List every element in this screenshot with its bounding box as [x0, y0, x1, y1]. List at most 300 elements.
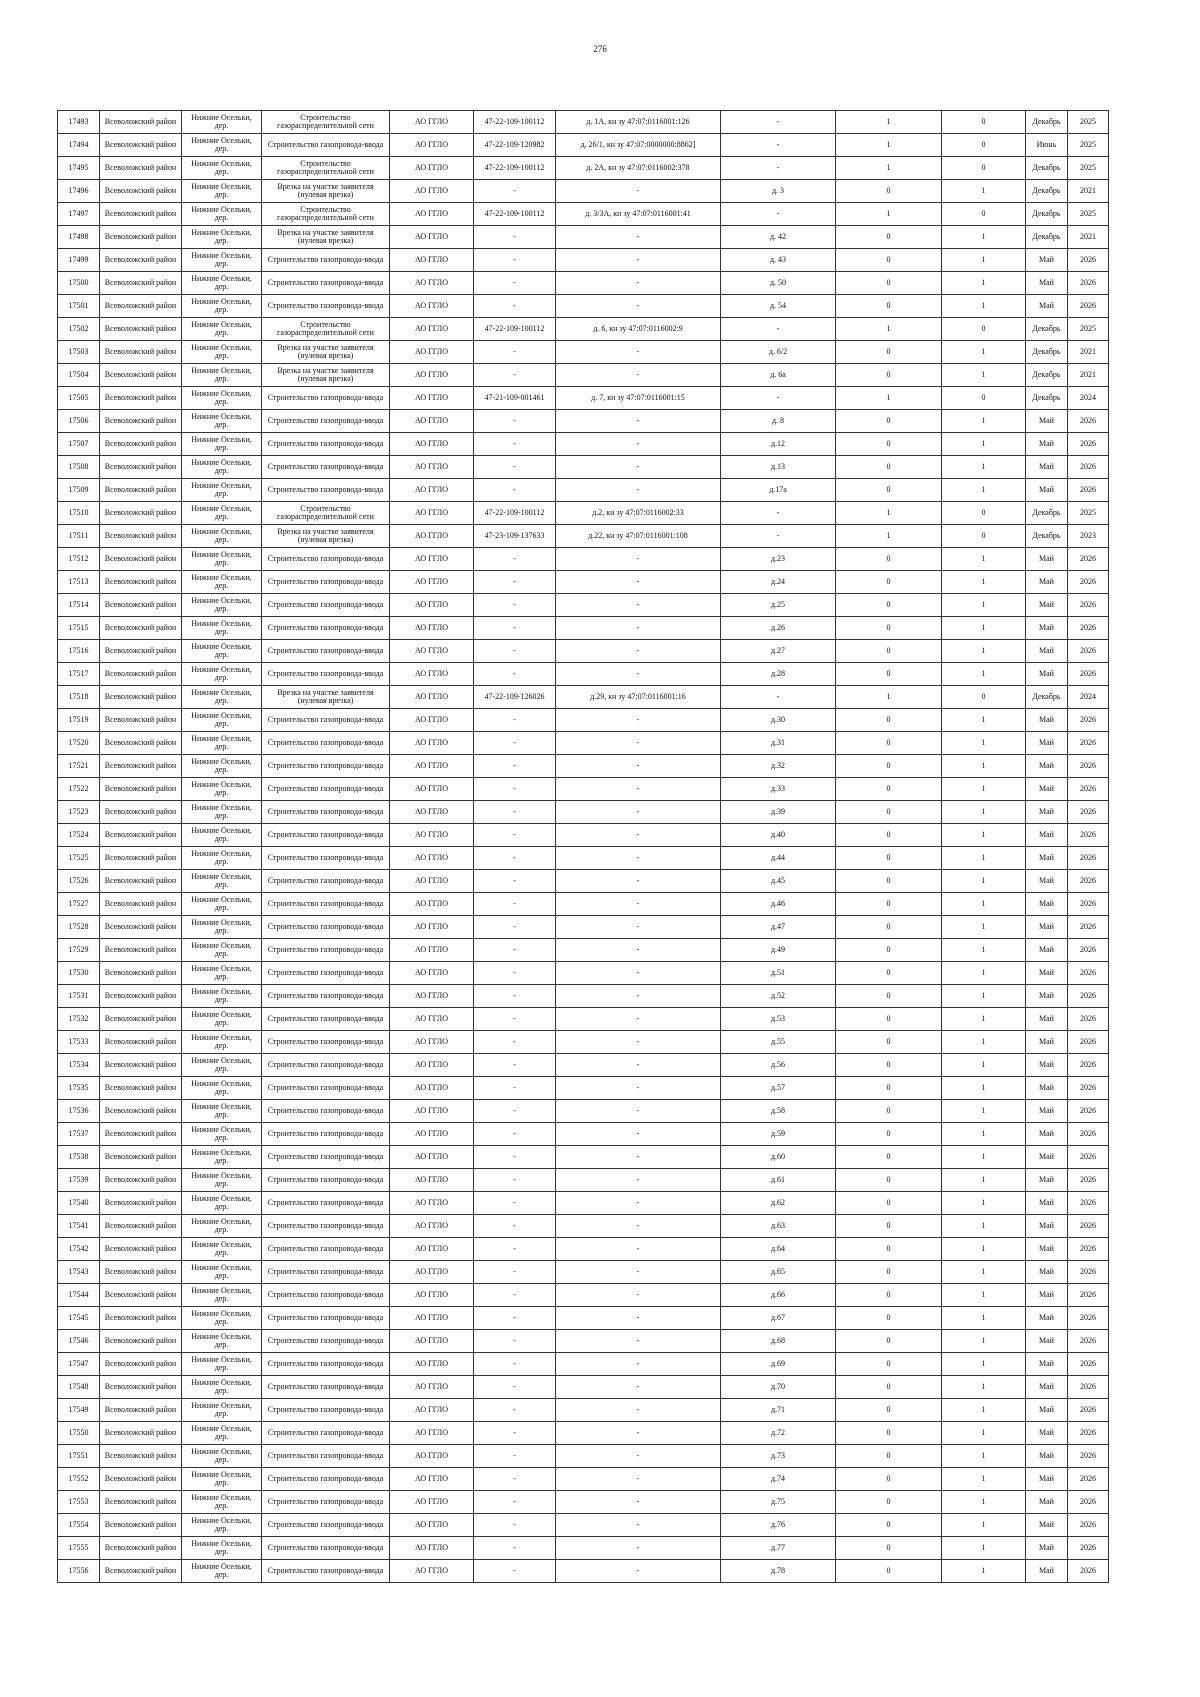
organization-cell: АО ГГЛО — [390, 1123, 474, 1146]
count-b-cell: 0 — [942, 318, 1026, 341]
application-code-cell: - — [474, 1008, 556, 1031]
row-number-cell: 17495 — [58, 157, 100, 180]
year-cell: 2026 — [1068, 1169, 1109, 1192]
locality-cell: Нижние Осельки, дер. — [182, 364, 262, 387]
application-code-cell: 47-22-109-100112 — [474, 318, 556, 341]
row-number-cell: 17503 — [58, 341, 100, 364]
month-cell: Май — [1026, 548, 1068, 571]
district-cell: Всеволожский район — [100, 778, 182, 801]
year-cell: 2025 — [1068, 111, 1109, 134]
year-cell: 2021 — [1068, 341, 1109, 364]
organization-cell: АО ГГЛО — [390, 387, 474, 410]
count-a-cell: 0 — [836, 893, 942, 916]
year-cell: 2021 — [1068, 226, 1109, 249]
district-cell: Всеволожский район — [100, 1422, 182, 1445]
application-code-cell: - — [474, 847, 556, 870]
year-cell: 2026 — [1068, 1422, 1109, 1445]
work-type-cell: Строительство газопровода-ввода — [262, 1215, 390, 1238]
count-a-cell: 0 — [836, 1192, 942, 1215]
table-row — [58, 134, 1109, 157]
count-a-cell: 0 — [836, 1031, 942, 1054]
row-number-cell: 17553 — [58, 1491, 100, 1514]
count-b-cell: 1 — [942, 249, 1026, 272]
cadastral-cell: д. 2А, кн зу 47:07:0116002:378 — [556, 157, 721, 180]
work-type-cell: Строительство газораспределительной сети — [262, 157, 390, 180]
count-b-cell: 0 — [942, 203, 1026, 226]
cadastral-cell: - — [556, 732, 721, 755]
row-number-cell: 17530 — [58, 962, 100, 985]
month-cell: Декабрь — [1026, 364, 1068, 387]
month-cell: Май — [1026, 1054, 1068, 1077]
cadastral-cell: д. 6, кн зу 47:07:0116002:9 — [556, 318, 721, 341]
month-cell: Май — [1026, 295, 1068, 318]
count-b-cell: 1 — [942, 456, 1026, 479]
organization-cell: АО ГГЛО — [390, 318, 474, 341]
cadastral-cell: - — [556, 364, 721, 387]
locality-cell: Нижние Осельки, дер. — [182, 1261, 262, 1284]
organization-cell: АО ГГЛО — [390, 1376, 474, 1399]
application-code-cell: - — [474, 272, 556, 295]
locality-cell: Нижние Осельки, дер. — [182, 1445, 262, 1468]
district-cell: Всеволожский район — [100, 893, 182, 916]
row-number-cell: 17540 — [58, 1192, 100, 1215]
month-cell: Май — [1026, 1008, 1068, 1031]
year-cell: 2026 — [1068, 1261, 1109, 1284]
house-cell: д.67 — [721, 1307, 836, 1330]
cadastral-cell: - — [556, 1008, 721, 1031]
organization-cell: АО ГГЛО — [390, 1238, 474, 1261]
table-row — [58, 732, 1109, 755]
cadastral-cell: - — [556, 755, 721, 778]
work-type-cell: Строительство газораспределительной сети — [262, 502, 390, 525]
count-a-cell: 0 — [836, 341, 942, 364]
count-a-cell: 0 — [836, 1238, 942, 1261]
house-cell: д.55 — [721, 1031, 836, 1054]
district-cell: Всеволожский район — [100, 1008, 182, 1031]
district-cell: Всеволожский район — [100, 410, 182, 433]
organization-cell: АО ГГЛО — [390, 249, 474, 272]
application-code-cell: - — [474, 1031, 556, 1054]
cadastral-cell: - — [556, 663, 721, 686]
district-cell: Всеволожский район — [100, 433, 182, 456]
count-a-cell: 1 — [836, 157, 942, 180]
row-number-cell: 17534 — [58, 1054, 100, 1077]
district-cell: Всеволожский район — [100, 824, 182, 847]
district-cell: Всеволожский район — [100, 640, 182, 663]
count-b-cell: 1 — [942, 1100, 1026, 1123]
cadastral-cell: - — [556, 1031, 721, 1054]
district-cell: Всеволожский район — [100, 1169, 182, 1192]
row-number-cell: 17493 — [58, 111, 100, 134]
count-b-cell: 1 — [942, 1399, 1026, 1422]
row-number-cell: 17496 — [58, 180, 100, 203]
application-code-cell: - — [474, 663, 556, 686]
row-number-cell: 17510 — [58, 502, 100, 525]
month-cell: Май — [1026, 1123, 1068, 1146]
application-code-cell: - — [474, 1169, 556, 1192]
application-code-cell: - — [474, 962, 556, 985]
cadastral-cell: д. 7, кн зу 47:07:0116001:15 — [556, 387, 721, 410]
cadastral-cell: - — [556, 1445, 721, 1468]
cadastral-cell: д.22, кн зу 47:07:0116001:108 — [556, 525, 721, 548]
house-cell: д.73 — [721, 1445, 836, 1468]
month-cell: Декабрь — [1026, 387, 1068, 410]
cadastral-cell: - — [556, 272, 721, 295]
organization-cell: АО ГГЛО — [390, 203, 474, 226]
table-row — [58, 157, 1109, 180]
organization-cell: АО ГГЛО — [390, 985, 474, 1008]
cadastral-cell: - — [556, 1399, 721, 1422]
month-cell: Декабрь — [1026, 203, 1068, 226]
table-row — [58, 1399, 1109, 1422]
locality-cell: Нижние Осельки, дер. — [182, 1468, 262, 1491]
work-type-cell: Строительство газопровода-ввода — [262, 1238, 390, 1261]
count-a-cell: 1 — [836, 318, 942, 341]
cadastral-cell: д.2, кн зу 47:07:0116002:33 — [556, 502, 721, 525]
district-cell: Всеволожский район — [100, 1261, 182, 1284]
application-code-cell: 47-22-109-100112 — [474, 502, 556, 525]
row-number-cell: 17539 — [58, 1169, 100, 1192]
organization-cell: АО ГГЛО — [390, 1537, 474, 1560]
row-number-cell: 17538 — [58, 1146, 100, 1169]
house-cell: д.49 — [721, 939, 836, 962]
table-row — [58, 640, 1109, 663]
organization-cell: АО ГГЛО — [390, 548, 474, 571]
month-cell: Май — [1026, 456, 1068, 479]
house-cell: д. 6а — [721, 364, 836, 387]
locality-cell: Нижние Осельки, дер. — [182, 157, 262, 180]
month-cell: Май — [1026, 640, 1068, 663]
count-b-cell: 1 — [942, 180, 1026, 203]
count-a-cell: 0 — [836, 1376, 942, 1399]
month-cell: Май — [1026, 801, 1068, 824]
work-type-cell: Строительство газопровода-ввода — [262, 709, 390, 732]
cadastral-cell: - — [556, 1146, 721, 1169]
count-b-cell: 1 — [942, 1330, 1026, 1353]
row-number-cell: 17518 — [58, 686, 100, 709]
count-a-cell: 0 — [836, 249, 942, 272]
district-cell: Всеволожский район — [100, 249, 182, 272]
locality-cell: Нижние Осельки, дер. — [182, 686, 262, 709]
table-row — [58, 939, 1109, 962]
row-number-cell: 17535 — [58, 1077, 100, 1100]
count-b-cell: 1 — [942, 824, 1026, 847]
district-cell: Всеволожский район — [100, 387, 182, 410]
cadastral-cell: - — [556, 916, 721, 939]
application-code-cell: - — [474, 1491, 556, 1514]
month-cell: Май — [1026, 732, 1068, 755]
work-type-cell: Строительство газопровода-ввода — [262, 617, 390, 640]
table-row — [58, 1077, 1109, 1100]
count-b-cell: 1 — [942, 433, 1026, 456]
locality-cell: Нижние Осельки, дер. — [182, 1031, 262, 1054]
year-cell: 2026 — [1068, 1054, 1109, 1077]
year-cell: 2026 — [1068, 594, 1109, 617]
house-cell: - — [721, 318, 836, 341]
month-cell: Май — [1026, 962, 1068, 985]
house-cell: д.72 — [721, 1422, 836, 1445]
year-cell: 2026 — [1068, 1031, 1109, 1054]
district-cell: Всеволожский район — [100, 1376, 182, 1399]
count-b-cell: 0 — [942, 525, 1026, 548]
row-number-cell: 17523 — [58, 801, 100, 824]
house-cell: д.57 — [721, 1077, 836, 1100]
count-a-cell: 0 — [836, 1123, 942, 1146]
application-code-cell: - — [474, 1514, 556, 1537]
work-type-cell: Строительство газопровода-ввода — [262, 1054, 390, 1077]
work-type-cell: Строительство газопровода-ввода — [262, 1399, 390, 1422]
organization-cell: АО ГГЛО — [390, 1192, 474, 1215]
table-row — [58, 870, 1109, 893]
year-cell: 2026 — [1068, 985, 1109, 1008]
locality-cell: Нижние Осельки, дер. — [182, 1054, 262, 1077]
table-row — [58, 111, 1109, 134]
count-b-cell: 1 — [942, 801, 1026, 824]
count-a-cell: 0 — [836, 1008, 942, 1031]
table-row — [58, 1008, 1109, 1031]
district-cell: Всеволожский район — [100, 1031, 182, 1054]
year-cell: 2026 — [1068, 1537, 1109, 1560]
house-cell: д.33 — [721, 778, 836, 801]
application-code-cell: - — [474, 778, 556, 801]
table-row — [58, 617, 1109, 640]
district-cell: Всеволожский район — [100, 479, 182, 502]
table-row — [58, 525, 1109, 548]
count-b-cell: 1 — [942, 640, 1026, 663]
cadastral-cell: - — [556, 433, 721, 456]
organization-cell: АО ГГЛО — [390, 1008, 474, 1031]
work-type-cell: Строительство газораспределительной сети — [262, 203, 390, 226]
cadastral-cell: - — [556, 962, 721, 985]
table-row — [58, 203, 1109, 226]
month-cell: Май — [1026, 663, 1068, 686]
month-cell: Май — [1026, 1169, 1068, 1192]
year-cell: 2026 — [1068, 433, 1109, 456]
house-cell: д.70 — [721, 1376, 836, 1399]
count-a-cell: 0 — [836, 801, 942, 824]
locality-cell: Нижние Осельки, дер. — [182, 1146, 262, 1169]
application-code-cell: - — [474, 732, 556, 755]
organization-cell: АО ГГЛО — [390, 1491, 474, 1514]
count-b-cell: 1 — [942, 1537, 1026, 1560]
work-type-cell: Строительство газопровода-ввода — [262, 548, 390, 571]
cadastral-cell: - — [556, 1215, 721, 1238]
table-row — [58, 1238, 1109, 1261]
table-row — [58, 709, 1109, 732]
count-a-cell: 0 — [836, 617, 942, 640]
locality-cell: Нижние Осельки, дер. — [182, 1376, 262, 1399]
cadastral-cell: - — [556, 1169, 721, 1192]
month-cell: Декабрь — [1026, 686, 1068, 709]
cadastral-cell: - — [556, 1422, 721, 1445]
organization-cell: АО ГГЛО — [390, 111, 474, 134]
house-cell: д.58 — [721, 1100, 836, 1123]
district-cell: Всеволожский район — [100, 1100, 182, 1123]
application-code-cell: - — [474, 640, 556, 663]
cadastral-cell: - — [556, 180, 721, 203]
count-a-cell: 0 — [836, 1054, 942, 1077]
cadastral-cell: - — [556, 295, 721, 318]
house-cell: д. 54 — [721, 295, 836, 318]
table-row — [58, 1031, 1109, 1054]
row-number-cell: 17544 — [58, 1284, 100, 1307]
house-cell: д.47 — [721, 916, 836, 939]
locality-cell: Нижние Осельки, дер. — [182, 847, 262, 870]
month-cell: Май — [1026, 1238, 1068, 1261]
locality-cell: Нижние Осельки, дер. — [182, 1238, 262, 1261]
table-row — [58, 1422, 1109, 1445]
house-cell: д.76 — [721, 1514, 836, 1537]
district-cell: Всеволожский район — [100, 502, 182, 525]
house-cell: д.53 — [721, 1008, 836, 1031]
row-number-cell: 17547 — [58, 1353, 100, 1376]
application-code-cell: - — [474, 433, 556, 456]
application-code-cell: 47-22-109-100112 — [474, 157, 556, 180]
count-b-cell: 1 — [942, 1215, 1026, 1238]
count-a-cell: 0 — [836, 847, 942, 870]
house-cell: - — [721, 525, 836, 548]
work-type-cell: Строительство газопровода-ввода — [262, 1330, 390, 1353]
application-code-cell: - — [474, 1468, 556, 1491]
locality-cell: Нижние Осельки, дер. — [182, 226, 262, 249]
work-type-cell: Строительство газопровода-ввода — [262, 1560, 390, 1583]
locality-cell: Нижние Осельки, дер. — [182, 1514, 262, 1537]
month-cell: Декабрь — [1026, 226, 1068, 249]
row-number-cell: 17545 — [58, 1307, 100, 1330]
organization-cell: АО ГГЛО — [390, 1031, 474, 1054]
month-cell: Май — [1026, 709, 1068, 732]
application-code-cell: - — [474, 985, 556, 1008]
district-cell: Всеволожский район — [100, 1399, 182, 1422]
district-cell: Всеволожский район — [100, 548, 182, 571]
count-a-cell: 0 — [836, 1353, 942, 1376]
month-cell: Май — [1026, 1514, 1068, 1537]
row-number-cell: 17532 — [58, 1008, 100, 1031]
row-number-cell: 17555 — [58, 1537, 100, 1560]
table-row — [58, 226, 1109, 249]
locality-cell: Нижние Осельки, дер. — [182, 433, 262, 456]
count-b-cell: 1 — [942, 1031, 1026, 1054]
count-b-cell: 1 — [942, 1307, 1026, 1330]
table-body — [58, 111, 1109, 1583]
cadastral-cell: - — [556, 801, 721, 824]
locality-cell: Нижние Осельки, дер. — [182, 985, 262, 1008]
table-row — [58, 962, 1109, 985]
count-a-cell: 0 — [836, 755, 942, 778]
organization-cell: АО ГГЛО — [390, 479, 474, 502]
row-number-cell: 17533 — [58, 1031, 100, 1054]
count-b-cell: 1 — [942, 479, 1026, 502]
month-cell: Декабрь — [1026, 180, 1068, 203]
table-row — [58, 295, 1109, 318]
work-type-cell: Строительство газопровода-ввода — [262, 134, 390, 157]
house-cell: д.65 — [721, 1261, 836, 1284]
house-cell: д.52 — [721, 985, 836, 1008]
district-cell: Всеволожский район — [100, 1284, 182, 1307]
organization-cell: АО ГГЛО — [390, 870, 474, 893]
application-code-cell: - — [474, 594, 556, 617]
year-cell: 2026 — [1068, 1123, 1109, 1146]
work-type-cell: Строительство газопровода-ввода — [262, 778, 390, 801]
row-number-cell: 17549 — [58, 1399, 100, 1422]
month-cell: Декабрь — [1026, 502, 1068, 525]
count-a-cell: 0 — [836, 709, 942, 732]
count-a-cell: 0 — [836, 1422, 942, 1445]
application-code-cell: 47-22-109-126026 — [474, 686, 556, 709]
application-code-cell: - — [474, 893, 556, 916]
locality-cell: Нижние Осельки, дер. — [182, 1192, 262, 1215]
cadastral-cell: - — [556, 1330, 721, 1353]
row-number-cell: 17552 — [58, 1468, 100, 1491]
year-cell: 2026 — [1068, 1445, 1109, 1468]
cadastral-cell: - — [556, 1077, 721, 1100]
locality-cell: Нижние Осельки, дер. — [182, 663, 262, 686]
work-type-cell: Строительство газопровода-ввода — [262, 1008, 390, 1031]
count-b-cell: 1 — [942, 1560, 1026, 1583]
application-code-cell: - — [474, 1077, 556, 1100]
count-b-cell: 1 — [942, 1077, 1026, 1100]
locality-cell: Нижние Осельки, дер. — [182, 916, 262, 939]
month-cell: Май — [1026, 1284, 1068, 1307]
application-code-cell: - — [474, 571, 556, 594]
count-a-cell: 1 — [836, 502, 942, 525]
row-number-cell: 17494 — [58, 134, 100, 157]
row-number-cell: 17504 — [58, 364, 100, 387]
year-cell: 2026 — [1068, 249, 1109, 272]
work-type-cell: Строительство газопровода-ввода — [262, 663, 390, 686]
district-cell: Всеволожский район — [100, 272, 182, 295]
work-type-cell: Строительство газопровода-ввода — [262, 1491, 390, 1514]
table-row — [58, 1468, 1109, 1491]
year-cell: 2026 — [1068, 939, 1109, 962]
organization-cell: АО ГГЛО — [390, 226, 474, 249]
district-cell: Всеволожский район — [100, 341, 182, 364]
work-type-cell: Строительство газопровода-ввода — [262, 1261, 390, 1284]
house-cell: д.32 — [721, 755, 836, 778]
count-b-cell: 1 — [942, 571, 1026, 594]
month-cell: Май — [1026, 1376, 1068, 1399]
house-cell: д. 42 — [721, 226, 836, 249]
month-cell: Май — [1026, 1261, 1068, 1284]
locality-cell: Нижние Осельки, дер. — [182, 318, 262, 341]
year-cell: 2026 — [1068, 456, 1109, 479]
locality-cell: Нижние Осельки, дер. — [182, 939, 262, 962]
work-type-cell: Строительство газопровода-ввода — [262, 433, 390, 456]
house-cell: д.69 — [721, 1353, 836, 1376]
count-a-cell: 0 — [836, 962, 942, 985]
locality-cell: Нижние Осельки, дер. — [182, 962, 262, 985]
count-a-cell: 0 — [836, 410, 942, 433]
organization-cell: АО ГГЛО — [390, 157, 474, 180]
district-cell: Всеволожский район — [100, 617, 182, 640]
organization-cell: АО ГГЛО — [390, 1307, 474, 1330]
district-cell: Всеволожский район — [100, 916, 182, 939]
year-cell: 2026 — [1068, 295, 1109, 318]
year-cell: 2026 — [1068, 1146, 1109, 1169]
year-cell: 2026 — [1068, 571, 1109, 594]
district-cell: Всеволожский район — [100, 847, 182, 870]
count-b-cell: 1 — [942, 617, 1026, 640]
locality-cell: Нижние Осельки, дер. — [182, 617, 262, 640]
row-number-cell: 17527 — [58, 893, 100, 916]
work-type-cell: Строительство газопровода-ввода — [262, 410, 390, 433]
district-cell: Всеволожский район — [100, 456, 182, 479]
house-cell: д.40 — [721, 824, 836, 847]
count-b-cell: 1 — [942, 870, 1026, 893]
count-b-cell: 1 — [942, 663, 1026, 686]
house-cell: д. 50 — [721, 272, 836, 295]
cadastral-cell: - — [556, 870, 721, 893]
